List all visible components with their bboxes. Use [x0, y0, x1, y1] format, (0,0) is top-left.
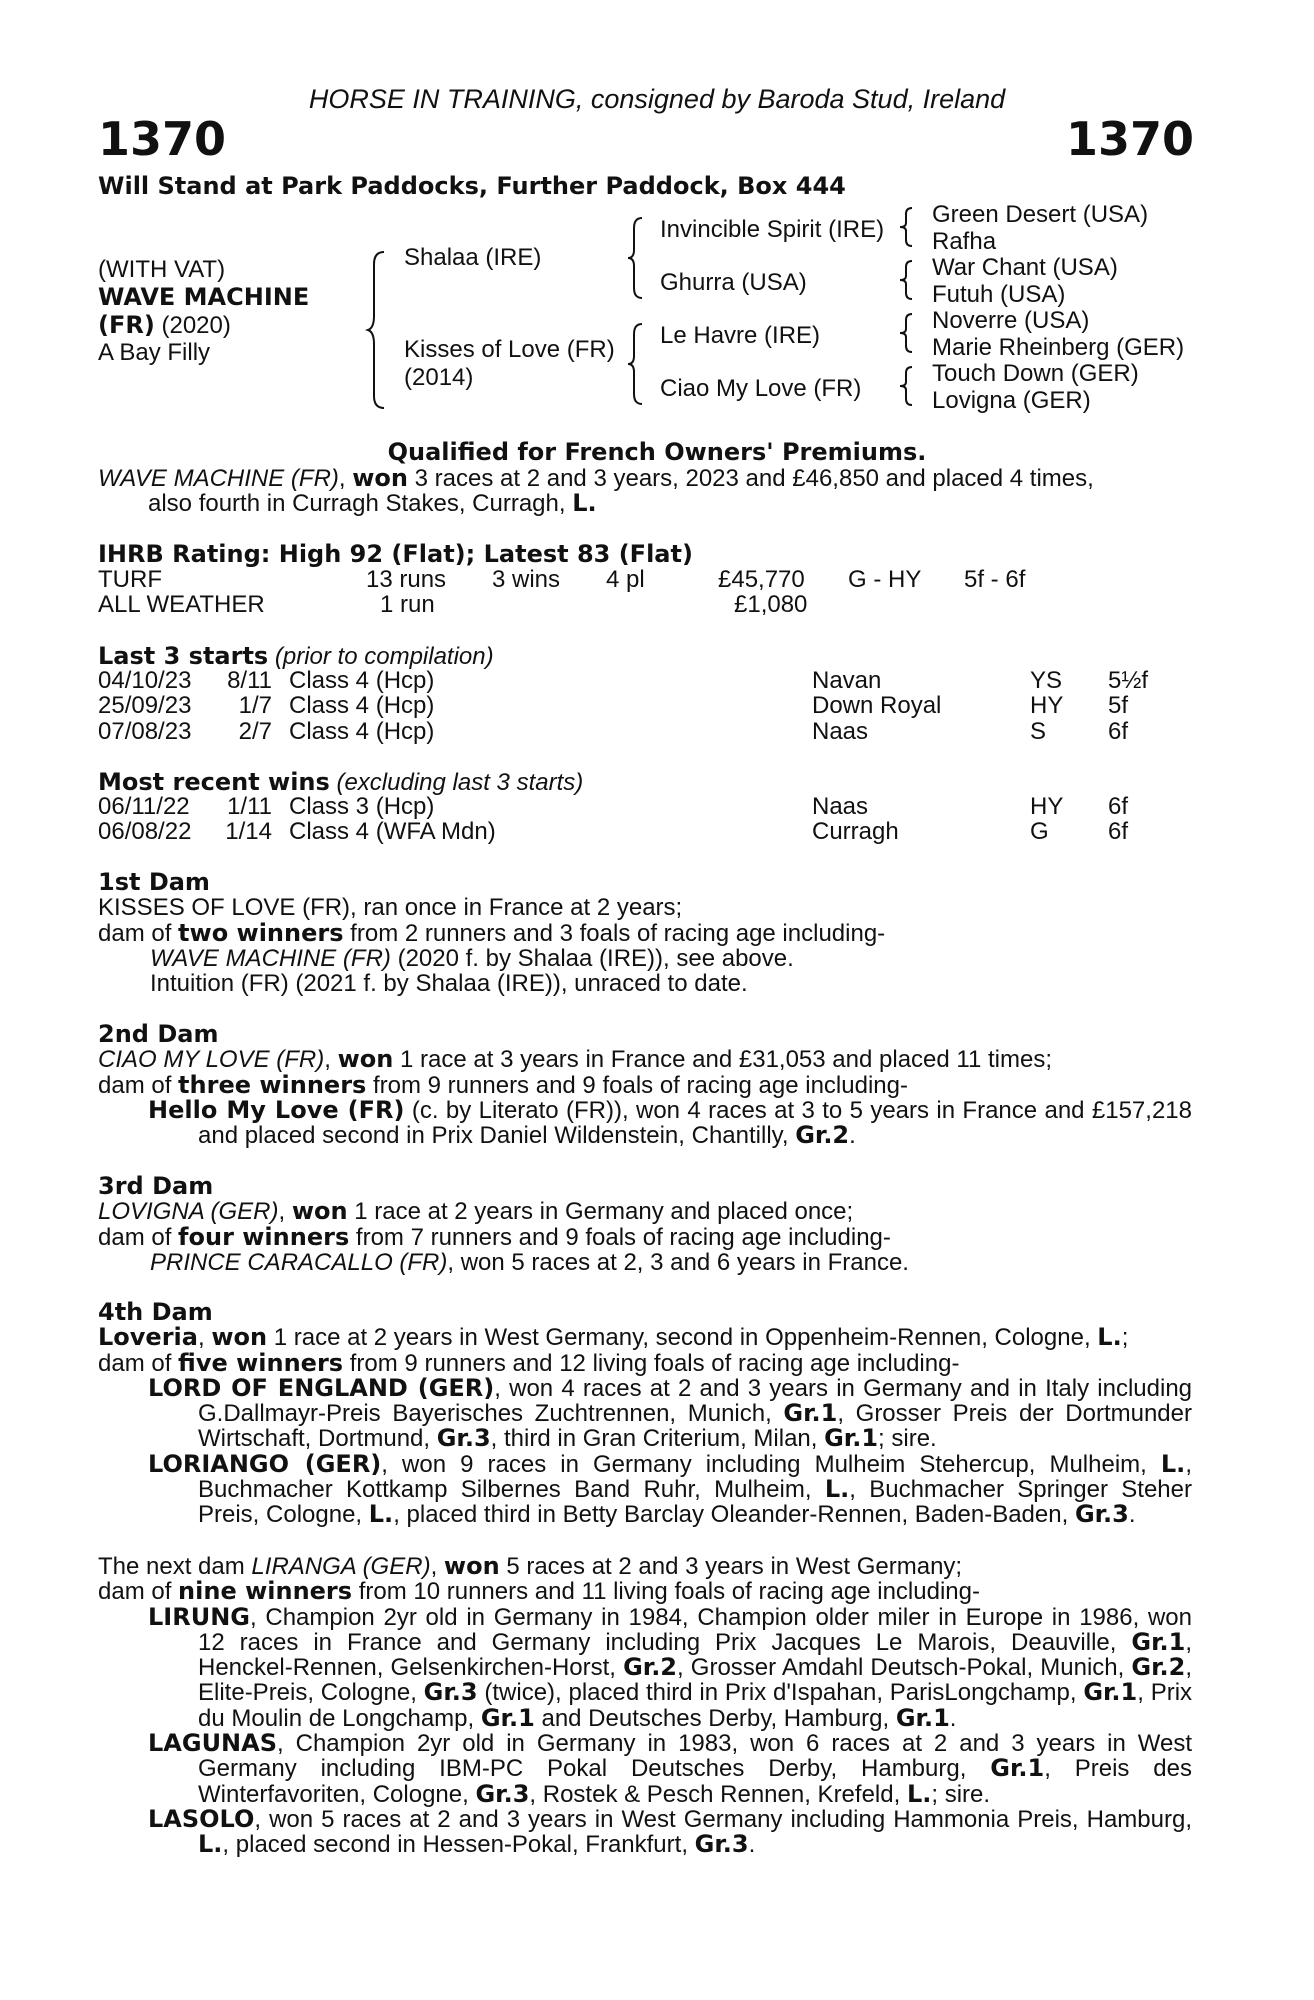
pedigree-sire-sire: Invincible Spirit (IRE)	[660, 216, 885, 243]
dam3-progeny1-name: PRINCE CARACALLO (FR)	[150, 1248, 448, 1276]
nextdam-winners: nine winners	[178, 1577, 353, 1606]
turf-distance: 5f - 6f	[964, 566, 1026, 593]
pedigree-g7: Touch Down (GER)	[932, 360, 1139, 387]
nd-p1b: , Champion 2yr old in Germany in 1984, Champion older miler in Europe in 1986, won 12 races in France and Germany including Prix Jacques Le Marois, Deauville,	[198, 1603, 1192, 1656]
last3-cell-dist: 6f	[1108, 717, 1129, 745]
pedigree-sire-dam: Ghurra (USA)	[660, 269, 807, 296]
aw-label: ALL WEATHER	[98, 591, 265, 618]
pedigree-dam-sire: Le Havre (IRE)	[660, 322, 821, 349]
last3-cell-going: S	[1030, 717, 1047, 745]
nd-p1l: , Prix du Moulin de Longchamp,	[198, 1679, 1193, 1732]
dam2-progeny1-text: (c. by Literato (FR)), won 4 races at 3 to 5 years in France and £157,218 and placed second in Prix Daniel Wildenstein, Chantilly,	[198, 1096, 1192, 1150]
dam2-text: 1 race at 3 years in France and £31,053 and placed 11 times;	[393, 1046, 1052, 1074]
summary-text2: also fourth in Curragh Stakes, Curragh,	[148, 490, 573, 518]
pedigree-brace-g56	[900, 312, 914, 354]
dam3-winners: four winners	[178, 1222, 350, 1251]
recent-cell-pos: 1/11	[227, 793, 272, 820]
last3-cell-going: HY	[1030, 692, 1064, 720]
pedigree-brace-dam	[628, 322, 644, 406]
stand-location: Will Stand at Park Paddocks, Further Paddock, Box 444	[98, 172, 846, 200]
nd-p1p: .	[949, 1704, 957, 1732]
pedigree-dam-year: (2014)	[404, 364, 474, 391]
dam3-sep: ,	[278, 1198, 292, 1226]
nextdam-l1a: The next dam	[98, 1553, 252, 1580]
recent-cell-going: G	[1030, 818, 1049, 846]
dam4-l2c: from 9 runners and 12 living foals of racing age including-	[343, 1349, 960, 1377]
recent-cell-class: Class 3 (Hcp)	[289, 793, 435, 820]
nextdam-progeny2-name: LAGUNAS	[148, 1729, 277, 1758]
dam1-section	[98, 870, 1192, 996]
dam4-winners: five winners	[178, 1348, 344, 1377]
dam4-text: 1 race at 2 years in West Germany, second in Oppenheim-Rennen, Cologne,	[267, 1324, 1098, 1352]
dam4-p2f: , Buchmacher Springer Steher Preis, Cologne,	[198, 1476, 1192, 1529]
dam4-progeny1-name: LORD OF ENGLAND (GER)	[148, 1373, 495, 1402]
nd-p1e: Gr.2	[623, 1653, 678, 1682]
dam4-listed: L.	[1097, 1323, 1122, 1352]
nd-p2c: Gr.1	[990, 1754, 1045, 1783]
last3-cell-date: 07/08/23	[98, 717, 192, 745]
last3-cell-date: 04/10/23	[98, 667, 192, 694]
nd-p1m: Gr.1	[480, 1703, 535, 1732]
dam4-name: Loveria	[98, 1323, 198, 1352]
turf-label: TURF	[98, 566, 162, 593]
dam2-progeny1-name: Hello My Love (FR)	[148, 1095, 405, 1124]
lot-number-left: 1370	[98, 112, 227, 166]
recent-note: (excluding last 3 starts)	[336, 769, 584, 796]
rating-title: IHRB Rating: High 92 (Flat); Latest 83 (Flat)	[98, 540, 693, 568]
recent-cell-course: Curragh	[812, 818, 899, 846]
dam3-text: 1 race at 2 years in Germany and placed once;	[347, 1198, 854, 1226]
pedigree-sire: Shalaa (IRE)	[404, 244, 542, 271]
dam4-p1f: , third in Gran Criterium, Milan,	[490, 1425, 825, 1453]
nextdam-section	[98, 1554, 1192, 1858]
dam2-sep: ,	[324, 1046, 338, 1074]
dam4-p2h: , placed third in Betty Barclay Oleander-Rennen, Baden-Baden,	[393, 1501, 1075, 1529]
pedigree-brace-sire-dam	[368, 250, 388, 410]
turf-prize: £45,770	[718, 566, 805, 593]
nd-p3c: L.	[198, 1830, 223, 1859]
nextdam-won: won	[443, 1552, 500, 1580]
dam4-title: 4th Dam	[98, 1298, 213, 1326]
race-summary: WAVE MACHINE (FR), won 3 races at 2 and 3 years, 2023 and £46,850 and placed 4 times, also fourth in Curragh Stakes, Curragh, L.	[98, 464, 1094, 518]
last3-cell-pos: 2/7	[238, 717, 272, 745]
last3-cell-date: 25/09/23	[98, 692, 192, 720]
pedigree-g3: War Chant (USA)	[932, 254, 1118, 281]
nd-p1j: (twice), placed third in Prix d'Ispahan, ParisLongchamp,	[477, 1679, 1084, 1707]
recent-cell-dist: 6f	[1108, 818, 1129, 846]
aw-prize: £1,080	[734, 591, 808, 618]
last3-cell-going: YS	[1030, 667, 1063, 694]
recent-cell-class: Class 4 (WFA Mdn)	[289, 818, 496, 846]
pedigree-g6: Marie Rheinberg (GER)	[932, 334, 1185, 361]
dam1-title: 1st Dam	[98, 868, 210, 896]
nd-p2d: , Preis des Winterfavoriten, Cologne,	[198, 1755, 1192, 1808]
pedigree-brace-g34	[900, 259, 914, 301]
qualified-note: Qualified for French Owners' Premiums.	[387, 438, 927, 466]
last3-cell-course: Down Royal	[812, 692, 942, 720]
dam1-progeny1-text: (2020 f. by Shalaa (IRE)), see above.	[390, 944, 794, 972]
recent-cell-date: 06/11/22	[98, 793, 190, 820]
last3-title: Last 3 starts	[98, 642, 269, 670]
turf-wins: 3 wins	[492, 566, 561, 593]
summary-won: won	[352, 464, 408, 492]
dam1-progeny2: Intuition (FR) (2021 f. by Shalaa (IRE)), unraced to date.	[150, 970, 748, 998]
dam2-l2c: from 9 runners and 9 foals of racing age including-	[366, 1071, 908, 1099]
dam2-title: 2nd Dam	[98, 1020, 219, 1048]
nextdam-progeny3-name: LASOLO	[148, 1804, 255, 1833]
consignor-header: HORSE IN TRAINING, consigned by Baroda Stud, Ireland	[308, 84, 1006, 114]
dam3-title: 3rd Dam	[98, 1172, 214, 1200]
dam2-progeny1-end: .	[849, 1122, 856, 1150]
pedigree-dam-dam: Ciao My Love (FR)	[660, 375, 862, 402]
nd-p3d: , placed second in Hessen-Pokal, Frankfurt,	[222, 1831, 695, 1859]
dam1-winners: two winners	[178, 918, 344, 947]
dam4-end: ;	[1121, 1324, 1129, 1352]
dam3-progeny1-text: , won 5 races at 2, 3 and 6 years in France.	[447, 1248, 909, 1276]
summary-text: 3 races at 2 and 3 years, 2023 and £46,850 and placed 4 times,	[408, 465, 1094, 492]
nd-p1h: , Elite-Preis, Cologne,	[198, 1654, 1193, 1707]
nd-p3e: Gr.3	[694, 1830, 749, 1859]
nextdam-progeny1-name: LIRUNG	[148, 1602, 250, 1631]
last3-cell-dist: 5f	[1108, 692, 1129, 720]
horse-origin	[98, 311, 231, 340]
turf-places: 4 pl	[606, 566, 645, 593]
dam4-p2d: , Buchmacher Kottkamp Silbernes Band Ruhr, Mulheim,	[198, 1450, 1192, 1504]
nd-p2b: , Champion 2yr old in Germany in 1983, won 6 races at 2 and 3 years in West Germany including IBM-PC Pokal Deutsches Derby, Hamburg,	[198, 1730, 1192, 1783]
dam4-p1c: Gr.1	[783, 1399, 838, 1428]
dam3-won: won	[291, 1197, 348, 1226]
nd-p1g: Gr.2	[1131, 1653, 1186, 1682]
recent-cell-date: 06/08/22	[98, 818, 192, 846]
nd-p1d: , Henckel-Rennen, Gelsenkirchen-Horst,	[198, 1628, 1192, 1682]
pedigree-brace-sire	[628, 216, 644, 300]
recent-cell-going: HY	[1030, 793, 1064, 820]
dam2-progeny1-grade: Gr.2	[795, 1121, 850, 1150]
nd-p2h: ; sire.	[931, 1780, 991, 1808]
dam2-l2a: dam of	[98, 1071, 179, 1099]
last3-cell-class: Class 4 (Hcp)	[289, 692, 435, 720]
dam3-l2c: from 7 runners and 9 foals of racing age including-	[349, 1223, 891, 1251]
horse-description: A Bay Filly	[98, 339, 211, 366]
nd-p1c: Gr.1	[1131, 1627, 1186, 1656]
recent-title: Most recent wins	[98, 768, 330, 796]
last3-note: (prior to compilation)	[274, 643, 494, 670]
last3-cell-pos: 8/11	[227, 667, 272, 694]
dam3-name: LOVIGNA (GER)	[98, 1198, 279, 1226]
pedigree-brace-g78	[900, 365, 914, 407]
dam4-sep: ,	[197, 1324, 212, 1352]
nd-p1f: , Grosser Amdahl Deutsch-Pokal, Munich,	[677, 1654, 1132, 1682]
pedigree-g5: Noverre (USA)	[932, 307, 1090, 334]
nd-p3f: .	[748, 1831, 756, 1859]
dam4-l2a: dam of	[98, 1349, 179, 1377]
dam4-progeny2-name: LORIANGO (GER)	[148, 1449, 382, 1478]
last3-cell-class: Class 4 (Hcp)	[289, 717, 435, 745]
nd-p3b: , won 5 races at 2 and 3 years in West Germany including Hammonia Preis, Hamburg,	[254, 1805, 1192, 1833]
dam2-won: won	[337, 1045, 394, 1074]
dam2-name: CIAO MY LOVE (FR)	[98, 1046, 325, 1074]
pedigree-g2: Rafha	[932, 228, 997, 255]
dam2-section	[98, 1022, 1192, 1148]
horse-country: (FR)	[98, 311, 155, 339]
dam4-won: won	[211, 1323, 268, 1352]
dam4-p2g: L.	[368, 1500, 394, 1529]
dam4-section	[98, 1300, 1192, 1528]
turf-going: G - HY	[848, 566, 922, 593]
aw-runs: 1 run	[380, 591, 435, 618]
pedigree-g4: Futuh (USA)	[932, 281, 1066, 308]
nextdam-text: 5 races at 2 and 3 years in West Germany;	[499, 1553, 963, 1580]
summary-listed: L.	[572, 489, 597, 518]
dam4-p2i: Gr.3	[1074, 1500, 1129, 1529]
dam2-winners: three winners	[178, 1070, 367, 1099]
last3-cell-class: Class 4 (Hcp)	[289, 667, 435, 694]
last3-cell-course: Navan	[812, 667, 882, 694]
nextdam-name: LIRANGA (GER)	[251, 1553, 431, 1580]
last3-cell-course: Naas	[812, 717, 869, 745]
dam4-p2j: .	[1128, 1501, 1136, 1529]
nd-p2g: L.	[906, 1779, 932, 1808]
nd-p2e: Gr.3	[475, 1779, 530, 1808]
pedigree-dam: Kisses of Love (FR)	[404, 336, 615, 363]
nextdam-l2a: dam of	[98, 1578, 179, 1606]
horse-year: (2020)	[161, 312, 231, 339]
recent-cell-course: Naas	[812, 793, 869, 820]
recent-cell-dist: 6f	[1108, 793, 1129, 820]
dam4-p1h: ; sire.	[878, 1425, 937, 1453]
dam4-p2e: L.	[824, 1475, 850, 1504]
nextdam-l2c: from 10 runners and 11 living foals of racing age including-	[352, 1578, 980, 1606]
nextdam-sep: ,	[430, 1553, 444, 1580]
recent-cell-pos: 1/14	[225, 818, 272, 846]
dam1-l2c: from 2 runners and 3 foals of racing age including-	[343, 919, 886, 947]
dam3-section	[98, 1174, 1192, 1275]
dam4-p2b: , won 9 races in Germany including Mulheim Stehercup, Mulheim,	[381, 1450, 1161, 1478]
dam1-l2a: dam of	[98, 919, 179, 947]
dam4-p2c: L.	[1160, 1449, 1186, 1478]
lot-number-right: 1370	[1065, 112, 1194, 166]
summary-horse-name: WAVE MACHINE (FR)	[98, 465, 339, 492]
nd-p1o: Gr.1	[895, 1703, 950, 1732]
pedigree-g1: Green Desert (USA)	[932, 201, 1149, 228]
nd-p2f: , Rostek & Pesch Rennen, Krefeld,	[529, 1780, 907, 1808]
horse-name: WAVE MACHINE	[98, 283, 310, 311]
dam4-p1d: , Grosser Preis der Dortmunder Wirtschaft, Dortmund,	[198, 1400, 1192, 1453]
dam4-p1e: Gr.3	[436, 1424, 491, 1453]
dam4-p1g: Gr.1	[824, 1424, 879, 1453]
nd-p1n: and Deutsches Derby, Hamburg,	[534, 1704, 896, 1732]
dam1-line1: KISSES OF LOVE (FR), ran once in France at 2 years;	[98, 894, 683, 922]
nd-p1i: Gr.3	[423, 1678, 478, 1707]
pedigree-g8: Lovigna (GER)	[932, 387, 1091, 414]
turf-runs: 13 runs	[366, 566, 447, 593]
vat-note: (WITH VAT)	[98, 256, 226, 283]
pedigree-brace-g12	[900, 206, 914, 248]
last3-cell-dist: 5½f	[1108, 667, 1149, 694]
dam3-l2a: dam of	[98, 1223, 179, 1251]
last3-cell-pos: 1/7	[238, 692, 272, 720]
nd-p1k: Gr.1	[1083, 1678, 1138, 1707]
dam4-p1b: , won 4 races at 2 and 3 years in Germany and in Italy including G.Dallmayr-Preis Bayerisches Zuchtrennen, Munich,	[198, 1374, 1193, 1428]
dam1-progeny1-name: WAVE MACHINE (FR)	[150, 944, 391, 972]
